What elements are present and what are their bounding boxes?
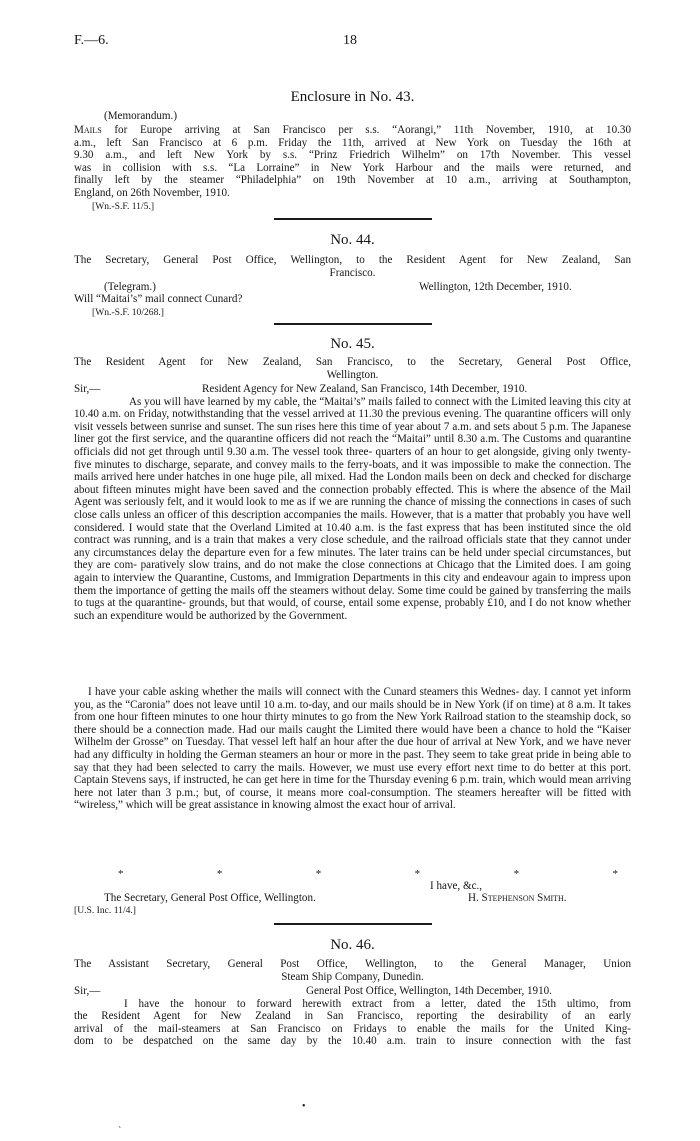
enclosure-43-line-3: 9.30 a.m., and left New York by s.s. “Prinz Friedrich Wilhelm” on 17th November. This vessel	[74, 149, 631, 162]
salutation: Sir,—	[74, 383, 101, 395]
reference-45: [U.S. Inc. 11/4.]	[74, 905, 136, 916]
enclosure-43-line-4: was in collision with s.s. “La Lorraine” in New York Harbour and the mails were returned, and	[74, 161, 631, 174]
no-46-body-line-2: the Resident Agent for New Zealand in San Francisco, reporting the desirability of an early	[74, 1010, 631, 1023]
no-45-heading: No. 45.	[330, 336, 375, 352]
document-code: F.—6.	[74, 33, 109, 48]
telegram-label: (Telegram.)	[104, 281, 156, 293]
no-44-from-to-line-1: The Secretary, General Post Office, Wellington, to the Resident Agent for New Zealand, San	[74, 254, 631, 266]
memorandum-label: (Memorandum.)	[104, 110, 178, 122]
page-number: 18	[343, 33, 357, 48]
telegram-message: Will “Maitai’s” mail connect Cunard?	[74, 293, 243, 305]
no-46-from-to-line-1: The Assistant Secretary, General Post Office, Wellington, to the General Manager, Union	[74, 958, 631, 970]
enclosure-43-line-1: Mails for Europe arriving at San Francisco per s.s. “Aorangi,” 11th November, 1910, at 10.30	[74, 124, 631, 136]
omission-stars: * * * * * *	[118, 868, 618, 880]
no-46-heading: No. 46.	[330, 937, 375, 953]
enclosure-43-heading: Enclosure in No. 43.	[290, 89, 415, 105]
lead-word: Mails	[74, 124, 102, 136]
reference-44: [Wn.-S.F. 10/268.]	[92, 307, 164, 318]
no-45-from-to-line-1: The Resident Agent for New Zealand, San Francisco, to the Secretary, General Post Office,	[74, 356, 631, 368]
no-44-from-to-line-2: Francisco.	[329, 266, 376, 279]
section-rule	[274, 923, 432, 925]
no-45-from-to-line-2: Wellington.	[326, 368, 379, 381]
enclosure-43-line-5: finally left by the steamer “Philadelphia” on 19th November at 10 a.m., arriving at Southampton,	[74, 174, 631, 187]
no-45-place-date: Resident Agency for New Zealand, San Francisco, 14th December, 1910.	[202, 383, 528, 395]
closing: I have, &c.,	[430, 880, 483, 892]
reference-43: [Wn.-S.F. 11/5.]	[92, 201, 155, 212]
no-45-paragraph-2: I have your cable asking whether the mails will connect with the Cunard steamers this Wednes- day. I cannot yet inform you, as the “Caronia” does not leave until 10 a.m. to-day, and our mails should be in New York (if on time) at 8 a.m. It takes from one hour fifteen minutes to one hour thirty minutes to go from the New York Railroad station to the steamship dock, so there should be a connection made. Had our mails caught the Limited there would have been a chance to hold the “Kaiser Wilhelm der Grosse” on Tuesday. That vessel left half an hour after the due hour of arrival at New York, and we have never had any difficulty in holding the German steamers an hour or more in the past. They seem to take great pride in being able to say that they had been selected to carry the mails. However, we must use every effort next time to do better at this port. Captain Stevens says, if instructed, he can get here in time for the Thursday evening 6 p.m. train, which would mean arriving here not later than 3 p.m.; but, of course, it means more coal-consumption. The steamers hereafter will be fitted with “wireless,” which will be great assistance in knowing almost the exact hour of arrival.	[74, 686, 632, 812]
section-rule	[274, 218, 432, 220]
no-44-heading: No. 44.	[330, 232, 375, 248]
no-44-place-date: Wellington, 12th December, 1910.	[419, 281, 572, 293]
no-46-body-line-1: I have the honour to forward herewith extract from a letter, dated the 15th ultimo, from	[124, 997, 631, 1010]
no-46-from-to-line-2: Steam Ship Company, Dunedin.	[281, 970, 424, 983]
section-rule	[274, 323, 432, 325]
enclosure-43-line-6: England, on 26th November, 1910.	[74, 187, 230, 199]
no-46-body-line-4: dom to be despatched on the same day by the 10.40 a.m. train to insure connection with the fast	[74, 1035, 631, 1048]
ink-speck: `	[118, 1126, 122, 1137]
enclosure-43-line-2: a.m., left San Francisco at 6 p.m. Friday the 11th, arrived at New York on Tuesday the 16th at	[74, 136, 631, 149]
addressee: The Secretary, General Post Office, Wellington.	[104, 892, 316, 904]
no-46-body-line-3: arrival of the mail-steamers at San Francisco on Fridays to enable the mails for the United King-	[74, 1022, 631, 1035]
signature: H. Stephenson Smith.	[468, 892, 567, 904]
no-45-paragraph-1: As you will have learned by my cable, the “Maitai’s” mails failed to connect with the Limited leaving this city at 10.40 a.m. on Friday, notwithstanding that the vessel arrived at 11.30 the previous evening. The quarantine officers will only visit vessels between sunrise and sunset. The sun rises here this time of year about 7 a.m. and sets about 5 p.m. The Japanese liner got the first service, and the quarantine officers did not reach the “Maitai” until 8.30 a.m. The Customs and quarantine officials did not get through until 9.30 a.m. The vessel took three- quarters of an hour to get alongside, giving only twenty-five minutes to discharge, separate, and convey mails to the ferry-boats, and it was impossible to make the connection. The mails arrived here under hatches in one huge pile, all mixed. Had the London mails been on deck and checked for discharge about fifteen minutes might have been saved and the connection probably effected. This is where the absence of the Mail Agent was seriously felt, and it would look to me as if we are running the chance of missing the connections in cases of such close calls unless an officer of this description accompanies the mails. However, that is a matter that probably you have well considered. I would state that the Overland Limited at 10.40 a.m. is the fast express that has been instituted since the old contract was running, and is a train that makes a very close schedule, and the railroad officials state that they cannot under any circumstances delay the departure even for a few minutes. The later trains can be held under special circumstances, but they are com- paratively slow trains, and do not make the close connections at Chicago that the Limited does. I am going again to interview the Quarantine, Customs, and Immigration Departments in this city and endeavour again to impress upon them the importance of getting the mails off the steamers without delay. Some time could be gained by transferring the mails to tugs at the quarantine- grounds, but that would, of course, entail some expense, probably £10, and I do not know whether such an expenditure would be authorized by the Government.	[74, 395, 632, 622]
salutation: Sir,—	[74, 985, 101, 997]
ink-speck: •	[302, 1101, 306, 1112]
no-46-place-date: General Post Office, Wellington, 14th December, 1910.	[306, 985, 552, 997]
